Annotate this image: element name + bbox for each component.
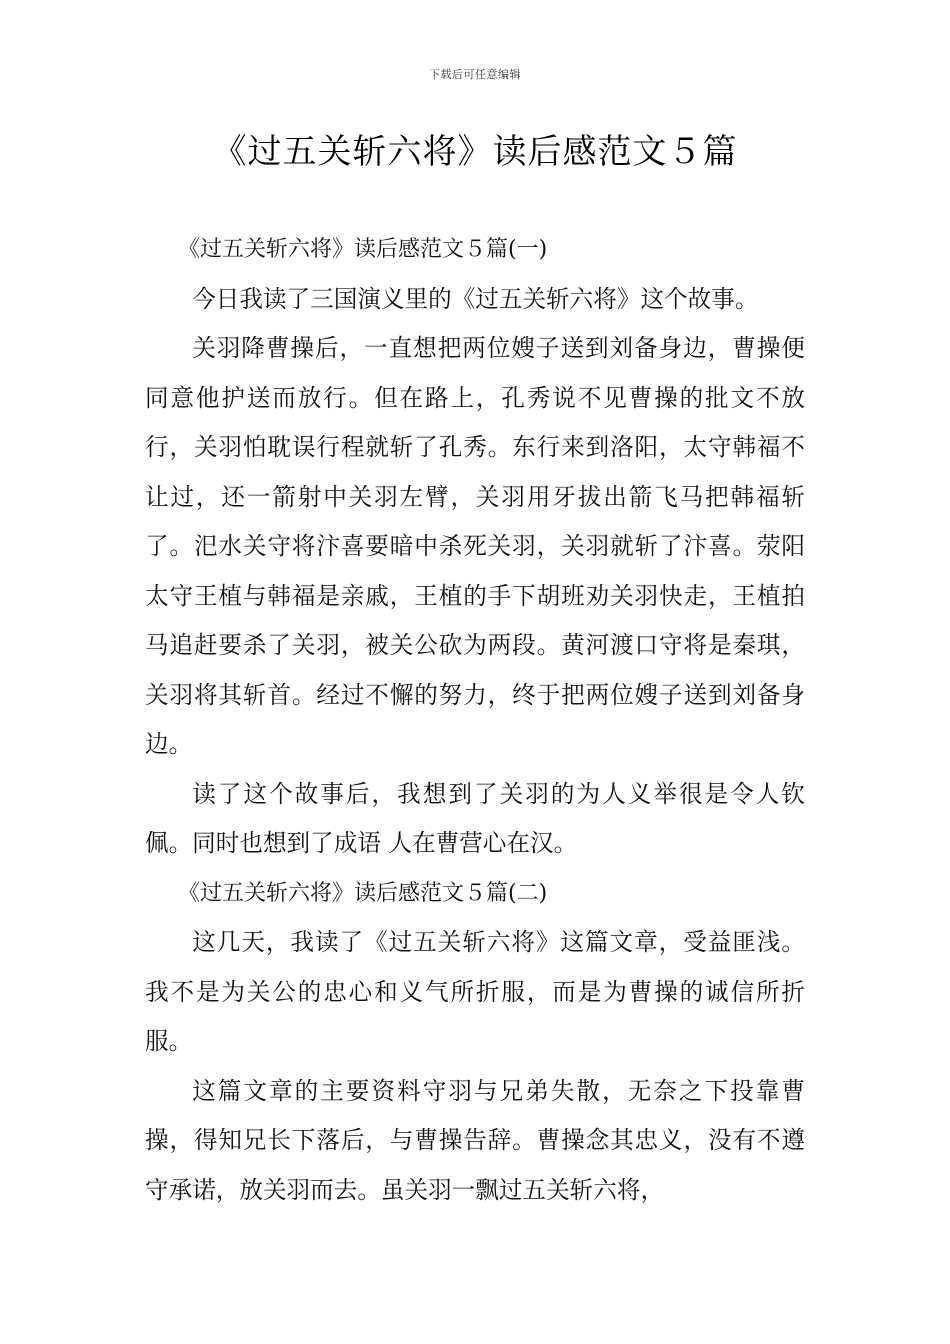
paragraph: 这几天，我读了《过五关斩六将》这篇文章，受益匪浅。我不是为关公的忠心和义气所折服，而是为曹操的诚信所折服。 bbox=[145, 928, 805, 1055]
section-subheading: 《过五关斩六将》读后感范文５篇(二) bbox=[178, 880, 548, 906]
paragraph: 关羽降曹操后，一直想把两位嫂子送到刘备身边，曹操便同意他护送而放行。但在路上，孔秀说不见曹操的批文不放行，关羽怕耽误行程就斩了孔秀。东行来到洛阳，太守韩福不让过，还一箭射中关羽左臂，关羽用牙拔出箭飞马把韩福斩了。汜水关守将汴喜要暗中杀死关羽，关羽就斩了汴喜。荥阳太守王植与韩福是亲戚，王植的手下胡班劝关羽快走，王植拍马追赶要杀了关羽，被关公砍为两段。黄河渡口守将是秦琪，关羽将其斩首。经过不懈的努力，终于把两位嫂子送到刘备身边。 bbox=[145, 334, 805, 758]
header-note: 下载后可任意编辑 bbox=[429, 68, 521, 81]
document-body bbox=[145, 225, 805, 1215]
paragraph: 今日我读了三国演义里的《过五关斩六将》这个故事。 bbox=[192, 284, 759, 313]
document-title: 《过五关斩六将》读后感范文５篇 bbox=[212, 132, 738, 172]
paragraph: 这篇文章的主要资料守羽与兄弟失散，无奈之下投靠曹操，得知兄长下落后，与曹操告辞。曹操念其忠义，没有不遵守承诺，放关羽而去。虽关羽一飘过五关斩六将， bbox=[145, 1076, 805, 1204]
paragraph: 读了这个故事后，我想到了关羽的为人义举很是令人钦佩。同时也想到了成语 人在曹营心在汉。 bbox=[145, 779, 805, 857]
section-subheading: 《过五关斩六将》读后感范文５篇(一) bbox=[178, 237, 548, 262]
